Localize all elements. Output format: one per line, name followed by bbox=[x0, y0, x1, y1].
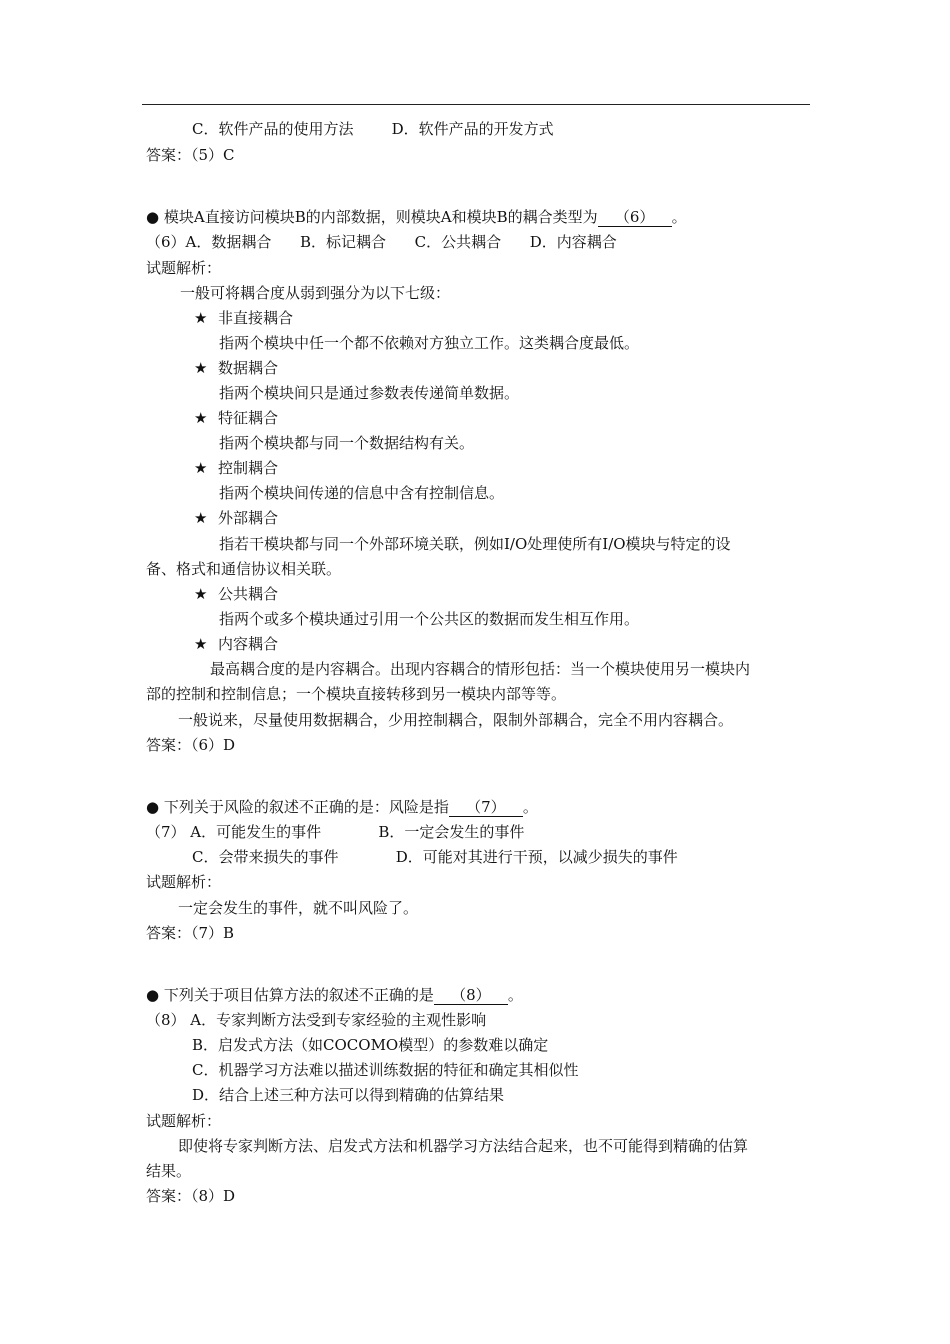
q6-stem-text: 模块A直接访问模块B的内部数据，则模块A和模块B的耦合类型为 bbox=[163, 208, 598, 226]
q7-answer: 答案：（7）B bbox=[146, 924, 235, 942]
q6-stem-end: 。 bbox=[671, 208, 687, 226]
q6-options: （6）A．数据耦合 B．标记耦合 C．公共耦合 D．内容耦合 bbox=[146, 233, 617, 251]
bullet-icon: ● bbox=[146, 208, 160, 226]
level-desc: 指若干模块都与同一个外部环境关联，例如I/O处理使所有I/O模块与特定的设 bbox=[219, 535, 731, 553]
star-icon: ★ bbox=[194, 409, 208, 427]
level-item bbox=[194, 307, 293, 329]
q5-answer: 答案：（5）C bbox=[146, 146, 235, 164]
level-item bbox=[194, 457, 278, 479]
q6-summary: 一般说来，尽量使用数据耦合，少用控制耦合，限制外部耦合，完全不用内容耦合。 bbox=[178, 711, 734, 729]
level-name: 外部耦合 bbox=[218, 509, 279, 527]
bullet-icon: ● bbox=[146, 798, 160, 816]
level-desc: 指两个或多个模块通过引用一个公共区的数据而发生相互作用。 bbox=[219, 610, 640, 628]
q8-analysis-label: 试题解析： bbox=[146, 1112, 222, 1130]
level-desc: 部的控制和控制信息；一个模块直接转移到另一模块内部等等。 bbox=[146, 685, 567, 703]
star-icon: ★ bbox=[194, 585, 208, 603]
level-name: 公共耦合 bbox=[218, 585, 279, 603]
header-rule bbox=[142, 104, 810, 105]
level-name: 非直接耦合 bbox=[218, 309, 294, 327]
q8-stem-end: 。 bbox=[507, 986, 523, 1004]
q8-analysis: 结果。 bbox=[146, 1162, 192, 1180]
q6-analysis-label: 试题解析： bbox=[146, 259, 222, 277]
q8-answer: 答案：（8）D bbox=[146, 1187, 236, 1205]
level-desc: 最高耦合度的是内容耦合。出现内容耦合的情形包括：当一个模块使用另一模块内 bbox=[210, 660, 751, 678]
q8-option-a: （8） A．专家判断方法受到专家经验的主观性影响 bbox=[146, 1011, 487, 1029]
q8-analysis: 即使将专家判断方法、启发式方法和机器学习方法结合起来，也不可能得到精确的估算 bbox=[178, 1137, 749, 1155]
q7-stem-end: 。 bbox=[522, 798, 538, 816]
level-desc: 指两个模块间只是通过参数表传递简单数据。 bbox=[219, 384, 520, 402]
level-name: 控制耦合 bbox=[218, 459, 279, 477]
level-desc: 指两个模块间传递的信息中含有控制信息。 bbox=[219, 484, 505, 502]
q8-option-b: B．启发式方法（如COCOMO模型）的参数难以确定 bbox=[192, 1036, 549, 1054]
q8-stem-text: 下列关于项目估算方法的叙述不正确的是 bbox=[163, 986, 434, 1004]
q8-blank: （8） bbox=[434, 986, 508, 1005]
star-icon: ★ bbox=[194, 509, 208, 527]
q8-option-c: C．机器学习方法难以描述训练数据的特征和确定其相似性 bbox=[192, 1061, 579, 1079]
q8-stem bbox=[146, 984, 523, 1006]
q5-options-cd: C．软件产品的使用方法 D．软件产品的开发方式 bbox=[192, 120, 554, 138]
star-icon: ★ bbox=[194, 635, 208, 653]
q7-blank: （7） bbox=[449, 798, 523, 817]
level-name: 内容耦合 bbox=[218, 635, 279, 653]
q7-stem bbox=[146, 796, 538, 818]
level-name: 特征耦合 bbox=[218, 409, 279, 427]
q7-analysis-label: 试题解析： bbox=[146, 873, 222, 891]
q7-analysis: 一定会发生的事件，就不叫风险了。 bbox=[178, 899, 419, 917]
level-item bbox=[194, 633, 278, 655]
q8-option-d: D．结合上述三种方法可以得到精确的估算结果 bbox=[192, 1086, 505, 1104]
q6-blank: （6） bbox=[598, 208, 672, 227]
q7-stem-text: 下列关于风险的叙述不正确的是：风险是指 bbox=[163, 798, 449, 816]
q7-options-cd: C．会带来损失的事件 D．可能对其进行干预，以减少损失的事件 bbox=[192, 848, 678, 866]
level-item bbox=[194, 407, 278, 429]
level-item bbox=[194, 507, 278, 529]
star-icon: ★ bbox=[194, 459, 208, 477]
star-icon: ★ bbox=[194, 309, 208, 327]
level-desc: 指两个模块中任一个都不依赖对方独立工作。这类耦合度最低。 bbox=[219, 334, 640, 352]
level-desc: 备、格式和通信协议相关联。 bbox=[146, 560, 342, 578]
q7-options-ab: （7） A．可能发生的事件 B．一定会发生的事件 bbox=[146, 823, 525, 841]
level-item bbox=[194, 357, 278, 379]
level-name: 数据耦合 bbox=[218, 359, 279, 377]
q6-answer: 答案：（6）D bbox=[146, 736, 236, 754]
star-icon: ★ bbox=[194, 359, 208, 377]
level-item bbox=[194, 583, 278, 605]
q6-stem bbox=[146, 206, 687, 228]
level-desc: 指两个模块都与同一个数据结构有关。 bbox=[219, 434, 475, 452]
bullet-icon: ● bbox=[146, 986, 160, 1004]
q6-intro: 一般可将耦合度从弱到强分为以下七级： bbox=[180, 284, 451, 302]
